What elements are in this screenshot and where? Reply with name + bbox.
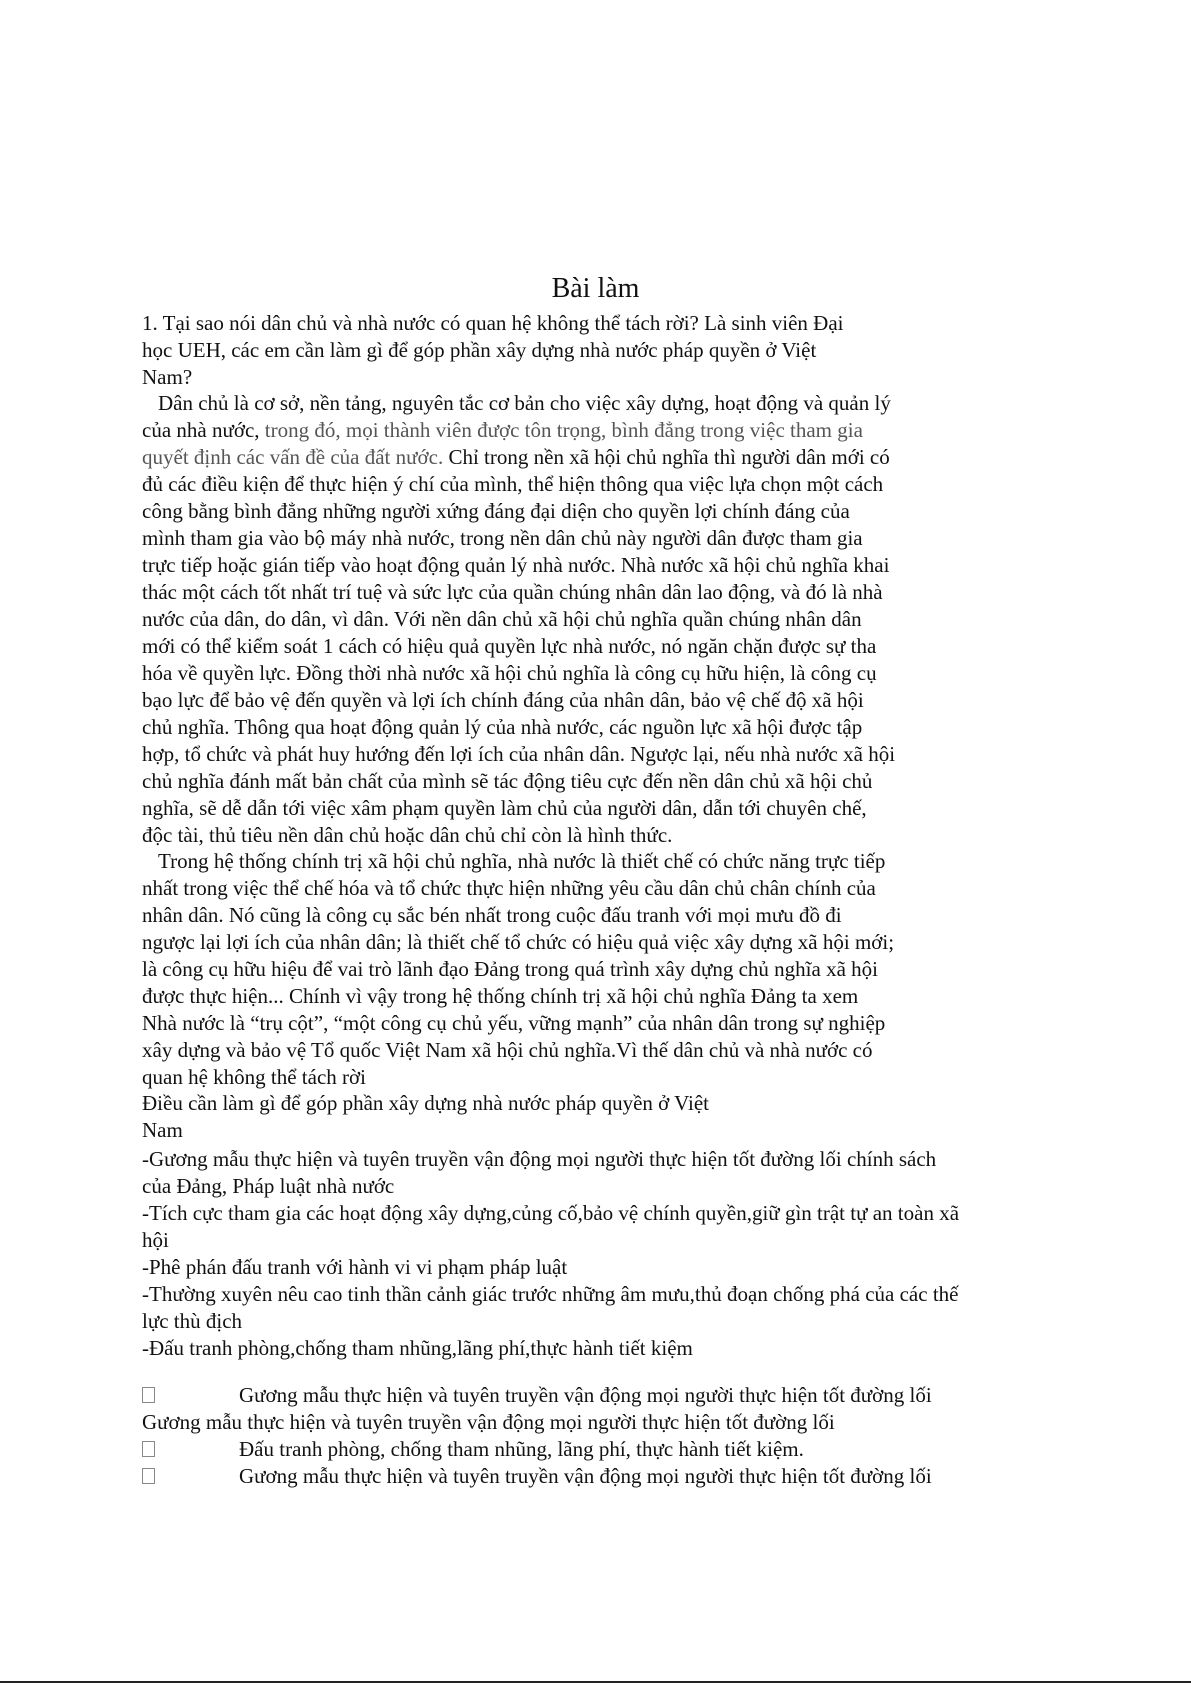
- paragraph-line: mới có thể kiểm soát 1 cách có hiệu quả quyền lực nhà nước, nó ngăn chặn được sự tha: [142, 634, 877, 658]
- paragraph-line: ngược lại lợi ích của nhân dân; là thiết chế tổ chức có hiệu quả việc xây dựng xã hội mới;: [142, 930, 895, 954]
- list-item: -Gương mẫu thực hiện và tuyên truyền vận động mọi người thực hiện tốt đường lối chính sách: [142, 1147, 937, 1171]
- footer-rule: [0, 1681, 1191, 1683]
- subheading-line: Nam: [142, 1118, 183, 1142]
- bullet-item: [142, 1436, 932, 1463]
- paragraph-line: [142, 417, 895, 444]
- paragraph-line: Nhà nước là “trụ cột”, “một công cụ chủ yếu, vững mạnh” của nhân dân trong sự nghiệp: [142, 1011, 886, 1035]
- paragraph-text-gray: trong đó, mọi thành viên được tôn trọng, bình đẳng trong việc tham gia: [259, 418, 863, 442]
- paragraph-line: Dân chủ là cơ sở, nền tảng, nguyên tắc cơ bản cho việc xây dựng, hoạt động và quản lý: [158, 391, 891, 415]
- paragraph-line: nước của dân, do dân, vì dân. Với nền dân chủ xã hội chủ nghĩa quần chúng nhân dân: [142, 607, 862, 631]
- question-line: 1. Tại sao nói dân chủ và nhà nước có quan hệ không thể tách rời? Là sinh viên Đại: [142, 311, 844, 335]
- checkbox-glyph-icon: [142, 1387, 155, 1403]
- question-line: học UEH, các em cần làm gì để góp phần xây dựng nhà nước pháp quyền ở Việt: [142, 338, 817, 362]
- checkbox-glyph-icon: [142, 1468, 155, 1484]
- list-item: -Phê phán đấu tranh với hành vi vi phạm pháp luật: [142, 1255, 568, 1279]
- bullet-text: Đấu tranh phòng, chống tham nhũng, lãng phí, thực hành tiết kiệm.: [239, 1437, 804, 1461]
- paragraph-line: nhân dân. Nó cũng là công cụ sắc bén nhất trong cuộc đấu tranh với mọi mưu đồ đi: [142, 903, 842, 927]
- paragraph-text-gray: quyết định các vấn đề của đất nước.: [142, 445, 444, 469]
- paragraph-line: chủ nghĩa đánh mất bản chất của mình sẽ tác động tiêu cực đến nền dân chủ xã hội chủ: [142, 769, 873, 793]
- action-list: [142, 1146, 959, 1362]
- paragraph-line: hóa về quyền lực. Đồng thời nhà nước xã hội chủ nghĩa là công cụ hữu hiện, là công cụ: [142, 661, 877, 685]
- paragraph-line: đủ các điều kiện để thực hiện ý chí của mình, thể hiện thông qua việc lựa chọn một cách: [142, 472, 884, 496]
- document-title: Bài làm: [551, 273, 640, 304]
- paragraph-line: công bằng bình đẳng những người xứng đáng đại diện cho quyền lợi chính đáng của: [142, 499, 850, 523]
- list-item: -Đấu tranh phòng,chống tham nhũng,lãng phí,thực hành tiết kiệm: [142, 1336, 693, 1360]
- paragraph-line: độc tài, thủ tiêu nền dân chủ hoặc dân chủ chỉ còn là hình thức.: [142, 823, 673, 847]
- paragraph-text: của nhà nước,: [142, 418, 260, 442]
- paragraph-line: thác một cách tốt nhất trí tuệ và sức lực của quần chúng nhân dân lao động, và đó là nhà: [142, 580, 883, 604]
- list-item: -Tích cực tham gia các hoạt động xây dựng,củng cố,bảo vệ chính quyền,giữ gìn trật tự an toàn xã: [142, 1201, 960, 1225]
- paragraph-line: nghĩa, sẽ dễ dẫn tới việc xâm phạm quyền làm chủ của người dân, dẫn tới chuyên chế,: [142, 796, 867, 820]
- bullet-text: Gương mẫu thực hiện và tuyên truyền vận động mọi người thực hiện tốt đường lối: [239, 1383, 932, 1407]
- paragraph-1: [142, 390, 895, 849]
- paragraph-line: chủ nghĩa. Thông qua hoạt động quản lý của nhà nước, các nguồn lực xã hội được tập: [142, 715, 863, 739]
- question-block: [142, 310, 844, 391]
- paragraph-line: nhất trong việc thể chế hóa và tổ chức thực hiện những yêu cầu dân chủ chân chính của: [142, 876, 876, 900]
- checkbox-glyph-icon: [142, 1441, 155, 1457]
- paragraph-line: trực tiếp hoặc gián tiếp vào hoạt động quản lý nhà nước. Nhà nước xã hội chủ nghĩa khai: [142, 553, 890, 577]
- list-item: -Thường xuyên nêu cao tinh thần cảnh giác trước những âm mưu,thủ đoạn chống phá của các thế: [142, 1282, 959, 1306]
- bullet-text: Gương mẫu thực hiện và tuyên truyền vận động mọi người thực hiện tốt đường lối: [239, 1464, 932, 1488]
- list-item: của Đảng, Pháp luật nhà nước: [142, 1174, 395, 1198]
- paragraph-line: là công cụ hữu hiệu để vai trò lãnh đạo Đảng trong quá trình xây dựng chủ nghĩa xã hội: [142, 957, 878, 981]
- paragraph-line: hợp, tổ chức và phát huy hướng đến lợi ích của nhân dân. Ngược lại, nếu nhà nước xã hội: [142, 742, 896, 766]
- paragraph-line: [142, 444, 895, 471]
- paragraph-line: bạo lực để bảo vệ đến quyền và lợi ích chính đáng của nhân dân, bảo vệ chế độ xã hội: [142, 688, 864, 712]
- bullet-item: [142, 1463, 932, 1490]
- question-line: Nam?: [142, 365, 193, 389]
- paragraph-line: mình tham gia vào bộ máy nhà nước, trong nền dân chủ này người dân được tham gia: [142, 526, 863, 550]
- paragraph-2: [142, 848, 894, 1091]
- paragraph-text: Chỉ trong nền xã hội chủ nghĩa thì người dân mới có: [443, 445, 890, 469]
- list-item: lực thù địch: [142, 1309, 243, 1333]
- list-item: hội: [142, 1228, 169, 1252]
- bullet-list: [142, 1382, 932, 1490]
- subheading-block: [142, 1090, 709, 1144]
- paragraph-line: Trong hệ thống chính trị xã hội chủ nghĩa, nhà nước là thiết chế có chức năng trực tiếp: [158, 849, 886, 873]
- subheading-line: Điều cần làm gì để góp phần xây dựng nhà nước pháp quyền ở Việt: [142, 1091, 710, 1115]
- bullet-item: [142, 1382, 932, 1409]
- paragraph-line: quan hệ không thể tách rời: [142, 1065, 366, 1089]
- paragraph-line: xây dựng và bảo vệ Tổ quốc Việt Nam xã hội chủ nghĩa.Vì thế dân chủ và nhà nước có: [142, 1038, 873, 1062]
- paragraph-line: được thực hiện... Chính vì vậy trong hệ thống chính trị xã hội chủ nghĩa Đảng ta xem: [142, 984, 859, 1008]
- plain-line: Gương mẫu thực hiện và tuyên truyền vận động mọi người thực hiện tốt đường lối: [142, 1410, 835, 1434]
